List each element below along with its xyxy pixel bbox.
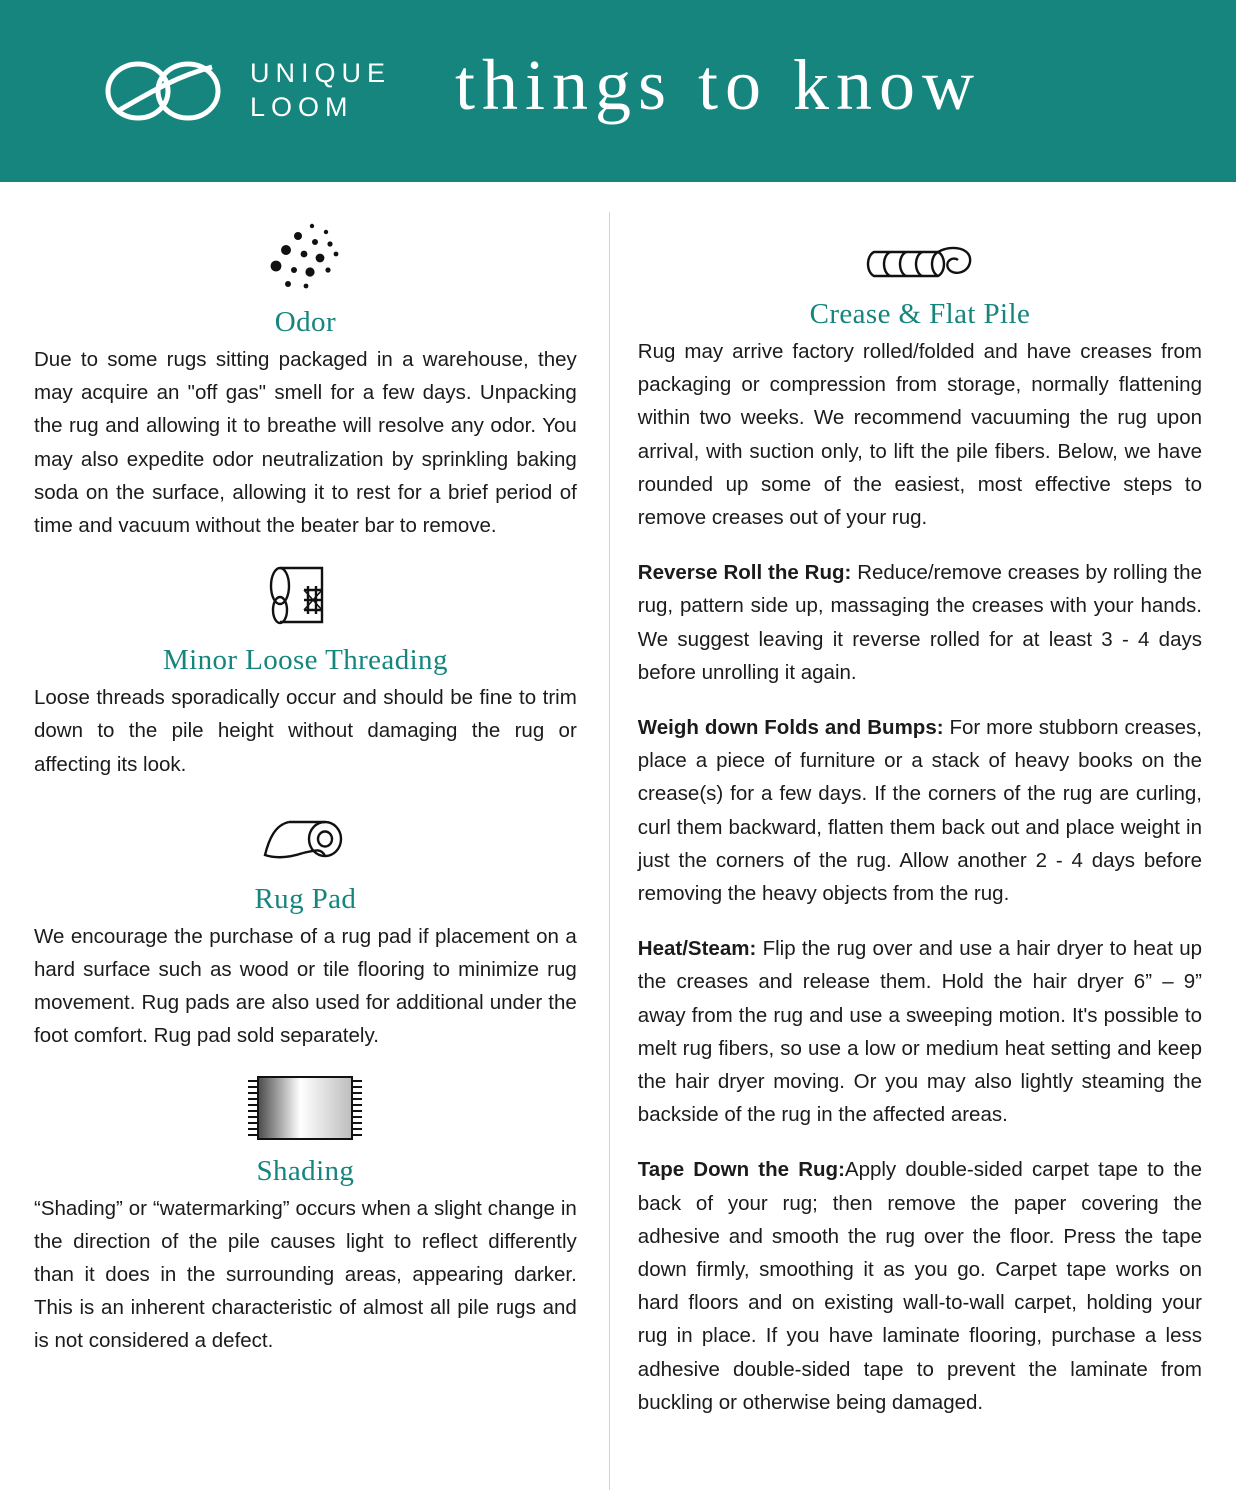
odor-dots-icon [34, 208, 577, 300]
section-text-odor: Due to some rugs sitting packaged in a warehouse, they may acquire an "off gas" smell for a few days. Unpacking the rug and allowing it to breathe will resolve any odor. You may also expedite odor neutralization by sprinkling baking soda on the surface, allowing it to rest for a brief period of time and vacuum without the beater bar to remove. [34, 348, 577, 538]
tip-body-tape-down: Apply double-sided carpet tape to the back of your rug; then remove the paper covering the adhesive and smooth the rug over the floor. Press the tape down firmly, smoothing it as you go. Carpet tape works on hard floors and on existing wall-to-wall carpet, holding your rug in place. If you have laminate flooring, purchase a less adhesive double-sided tape to prevent the laminate from buckling or otherwise being damaged. [637, 1158, 1202, 1414]
section-title-rug-pad: Rug Pad [254, 882, 357, 915]
tip-tape-down [638, 1153, 1202, 1419]
section-text-threading: Loose threads sporadically occur and should be fine to trim down to the pile height without damaging the rug or affecting its look. [34, 686, 577, 776]
tip-lead-weigh-down: Weigh down Folds and Bumps: [637, 716, 944, 740]
column-divider [609, 212, 610, 1490]
left-column [34, 208, 581, 1500]
section-title-odor: Odor [274, 306, 336, 338]
section-text-rug-pad: We encourage the purchase of a rug pad if placement on a hard surface such as wood or tile flooring to minimize rug movement. Rug pads are also used for additional under the foot comfort. Rug pad sold separately. [34, 924, 577, 1048]
tip-lead-tape-down: Tape Down the Rug: [637, 1158, 845, 1182]
content-area [0, 182, 1236, 1500]
rolled-rug-threading-icon [34, 546, 577, 638]
tip-lead-heat-steam: Heat/Steam: [637, 937, 757, 961]
right-column [638, 208, 1202, 1500]
brand-wordmark [250, 57, 391, 125]
section-title-threading: Minor Loose Threading [162, 644, 448, 677]
section-text-crease-intro: Rug may arrive factory rolled/folded and have creases from packaging or compression from storage, normally flattening within two weeks. We recommend vacuuming the rug upon arrival, with suction only, to lift the pile fibers. Below, we have rounded up some of the easiest, most effective steps to remove creases out of your rug. [637, 340, 1202, 530]
tip-body-heat-steam: Flip the rug over and use a hair dryer to heat up the creases and release them. Hold the hair dryer 6” – 9” away from the rug and use a sweeping motion. It's possible to melt rug fibers, so use a low or medium heat setting and keep the hair dryer moving. Or you may also lightly steaming the backside of the rug in the affected areas. [637, 937, 1202, 1127]
shaded-rug-icon [34, 1057, 577, 1149]
unique-loom-mark-icon [96, 55, 228, 127]
section-text-shading: “Shading” or “watermarking” occurs when a slight change in the direction of the pile causes light to reflect differently than it does in the surrounding areas, appearing darker. This is an inherent characteristic of almost all pile rugs and is not considered a defect. [34, 1196, 577, 1353]
brand-line-loom: LOOM [250, 92, 354, 122]
tip-heat-steam [638, 932, 1202, 1131]
tip-reverse-roll [638, 556, 1202, 689]
rolled-rug-crease-icon [638, 208, 1202, 292]
section-title-shading: Shading [256, 1154, 355, 1187]
tip-body-weigh-down: For more stubborn creases, place a piece of furniture or a stack of heavy books on the crease(s) for a few days. If the corners of the rug are curling, curl them backward, flatten them back out and place weight in just the corners of the rug. Allow another 2 - 4 days before removing the heavy objects from the rug. [637, 716, 1202, 906]
tip-lead-reverse-roll: Reverse Roll the Rug: [637, 561, 852, 585]
page-title: things to know [454, 45, 982, 125]
brand-line-unique: UNIQUE [250, 58, 392, 89]
rug-pad-roll-icon [34, 785, 577, 877]
tip-body-reverse-roll: Reduce/remove creases by rolling the rug, pattern side up, massaging the creases with your hands. We suggest leaving it reverse rolled for at least 3 - 4 days before unrolling it again. [637, 561, 1202, 684]
tip-weigh-down [638, 711, 1202, 910]
section-title-crease: Crease & Flat Pile [809, 298, 1031, 330]
brand-logo [96, 55, 391, 127]
page-header [0, 0, 1236, 182]
